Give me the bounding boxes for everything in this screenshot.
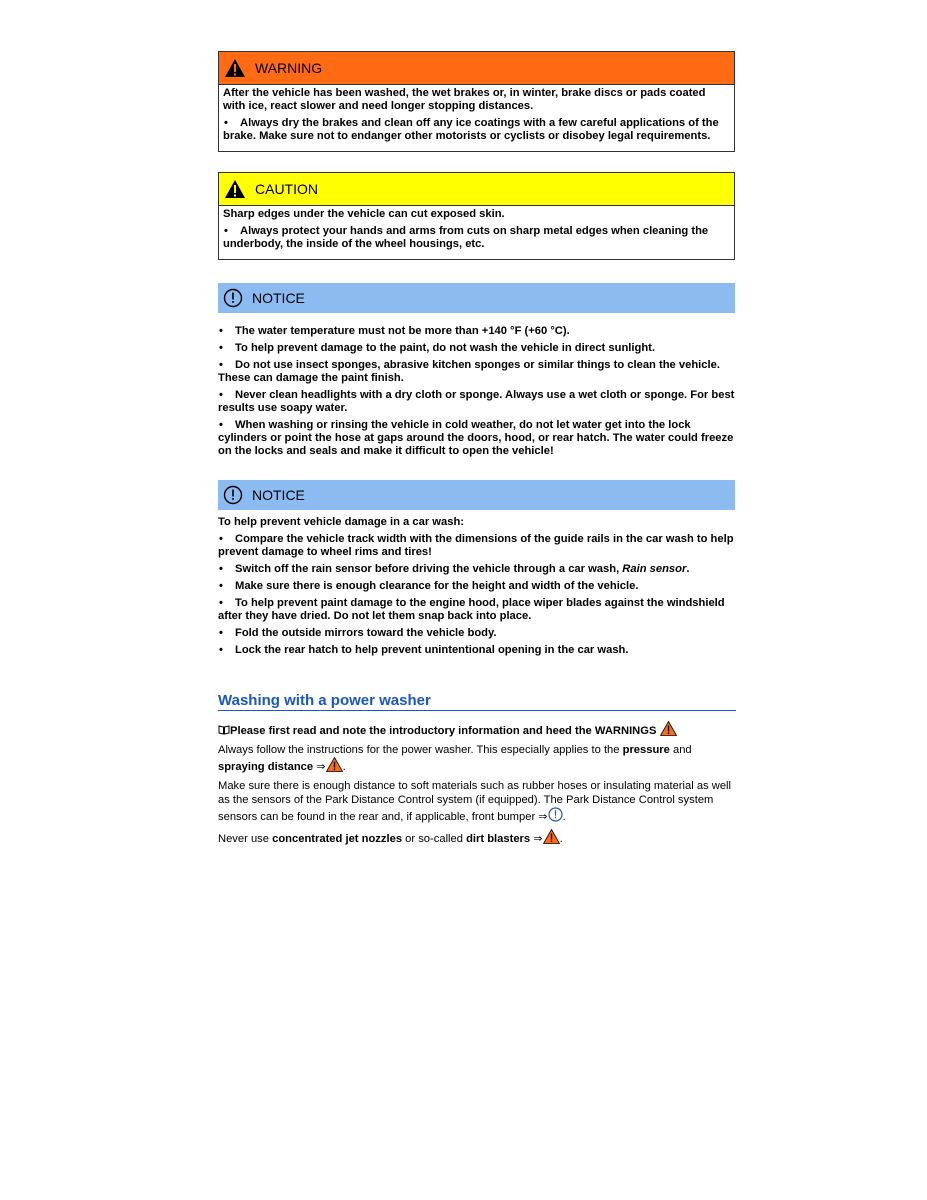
warning-title: WARNING	[255, 60, 323, 76]
info-circle-icon[interactable]	[548, 807, 563, 822]
caution-body	[219, 206, 734, 259]
list-item: • Switch off the rain sensor before driving the vehicle through a car wash, Rain sensor.	[219, 563, 690, 575]
intro-line: Please first read and note the introductory information and heed the WARNINGS	[218, 721, 735, 738]
paragraph-distance: Make sure there is enough distance to soft materials such as rubber hoses or insulating material as well as the sensors of the Park Distance Control system (if equipped). The Park Distance Control system sensors can be found in the rear and, if applicable, front bumper ⇒ .	[218, 780, 732, 823]
list-item: • Compare the vehicle track width with the dimensions of the guide rails in the car wash to help prevent damage to wheel rims and tires!	[218, 533, 734, 558]
warning-triangle-icon[interactable]	[326, 757, 343, 772]
page-content	[218, 51, 735, 851]
list-item: • Do not use insect sponges, abrasive kitchen sponges or similar things to clean the vehicle. These can damage the paint finish.	[218, 359, 720, 384]
warning-triangle-icon	[224, 179, 246, 199]
warning-box	[218, 51, 735, 152]
warning-header	[219, 52, 734, 85]
paragraph-nozzles: Never use concentrated jet nozzles or so-called dirt blasters ⇒ .	[218, 829, 735, 846]
notice-header	[218, 283, 735, 313]
warning-triangle-icon[interactable]	[543, 829, 560, 844]
warning-bullet: • Always dry the brakes and clean off any ice coatings with a few careful applications of the brake. Make sure not to endanger other motorists or cyclists or disobey legal requirements.	[223, 117, 719, 142]
warning-triangle-icon	[224, 58, 246, 78]
section-content	[218, 721, 735, 846]
notice-intro: To help prevent vehicle damage in a car wash:	[218, 516, 464, 528]
notice-title: NOTICE	[252, 290, 305, 306]
notice-box-car-wash	[218, 480, 735, 657]
info-circle-icon	[223, 288, 243, 308]
caution-header	[219, 173, 734, 206]
list-item: • Fold the outside mirrors toward the vehicle body.	[219, 627, 497, 639]
caution-text: Sharp edges under the vehicle can cut exposed skin.	[223, 208, 505, 220]
list-item: • Make sure there is enough clearance for the height and width of the vehicle.	[219, 580, 639, 592]
list-item: • To help prevent paint damage to the engine hood, place wiper blades against the windshield after they have dried. Do not let them snap back into place.	[218, 597, 725, 622]
book-icon	[218, 725, 230, 735]
warning-body	[219, 85, 734, 151]
list-item: • Never clean headlights with a dry cloth or sponge. Always use a wet cloth or sponge. For best results use soapy water.	[218, 389, 735, 414]
section-heading: Washing with a power washer	[218, 692, 736, 711]
list-item: • To help prevent damage to the paint, do not wash the vehicle in direct sunlight.	[219, 342, 655, 354]
notice-title: NOTICE	[252, 487, 305, 503]
list-item: • Lock the rear hatch to help prevent unintentional opening in the car wash.	[219, 644, 629, 656]
rain-sensor-link[interactable]: Rain sensor	[622, 563, 687, 575]
notice-body	[218, 510, 735, 657]
warning-text: After the vehicle has been washed, the wet brakes or, in winter, brake discs or pads coated with ice, react slower and need longer stopping distances.	[223, 87, 706, 112]
caution-box	[218, 172, 735, 260]
info-circle-icon	[223, 485, 243, 505]
caution-title: CAUTION	[255, 181, 318, 197]
notice-box	[218, 283, 735, 458]
list-item: • When washing or rinsing the vehicle in cold weather, do not let water get into the lock cylinders or point the hose at gaps around the doors, hood, or rear hatch. The water could freeze on the locks and seals and make it difficult to open the vehicle!	[218, 419, 734, 457]
caution-bullet: • Always protect your hands and arms from cuts on sharp metal edges when cleaning the underbody, the inside of the wheel housings, etc.	[223, 225, 709, 250]
notice-header	[218, 480, 735, 510]
notice-body	[218, 313, 735, 458]
power-washer-section	[218, 692, 735, 846]
paragraph-pressure: Always follow the instructions for the power washer. This especially applies to the pressure and spraying distance ⇒ .	[218, 744, 692, 773]
warning-triangle-icon[interactable]	[660, 721, 677, 736]
list-item: • The water temperature must not be more than +140 °F (+60 °C).	[219, 325, 570, 337]
